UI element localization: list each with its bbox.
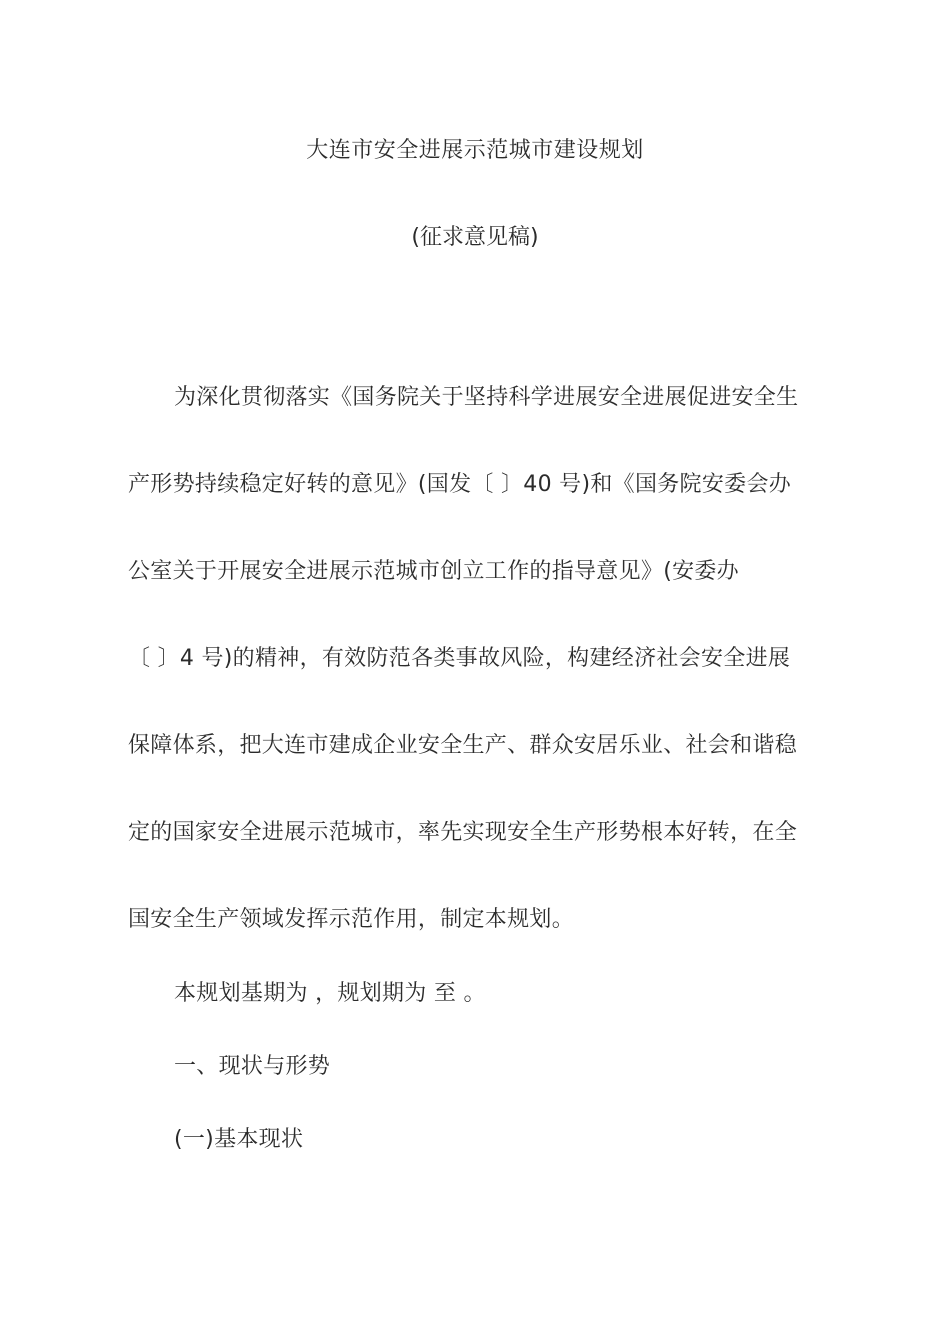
- section-heading: 一、现状与形势: [174, 1054, 331, 1079]
- paragraph-line: 产形势持续稳定好转的意见》(国发〔 〕40 号)和《国务院安委会办: [128, 472, 792, 497]
- subsection-heading: (一)基本现状: [174, 1127, 304, 1152]
- document-title: 大连市安全进展示范城市建设规划: [306, 138, 644, 163]
- paragraph-line: 〔 〕4 号)的精神，有效防范各类事故风险，构建经济社会安全进展: [128, 646, 791, 671]
- document-subtitle: (征求意见稿): [411, 225, 539, 250]
- paragraph-line: 保障体系，把大连市建成企业安全生产、群众安居乐业、社会和谐稳: [128, 733, 798, 758]
- paragraph-line: 国安全生产领域发挥示范作用，制定本规划。: [128, 907, 575, 932]
- paragraph-line: 定的国家安全进展示范城市，率先实现安全生产形势根本好转，在全: [128, 820, 798, 845]
- paragraph-line: 为深化贯彻落实《国务院关于坚持科学进展安全进展促进安全生: [174, 385, 799, 410]
- paragraph-line: 公室关于开展安全进展示范城市创立工作的指导意见》(安委办: [128, 559, 739, 584]
- plan-period-paragraph: 本规划基期为 ，规划期为 至 。: [174, 981, 486, 1006]
